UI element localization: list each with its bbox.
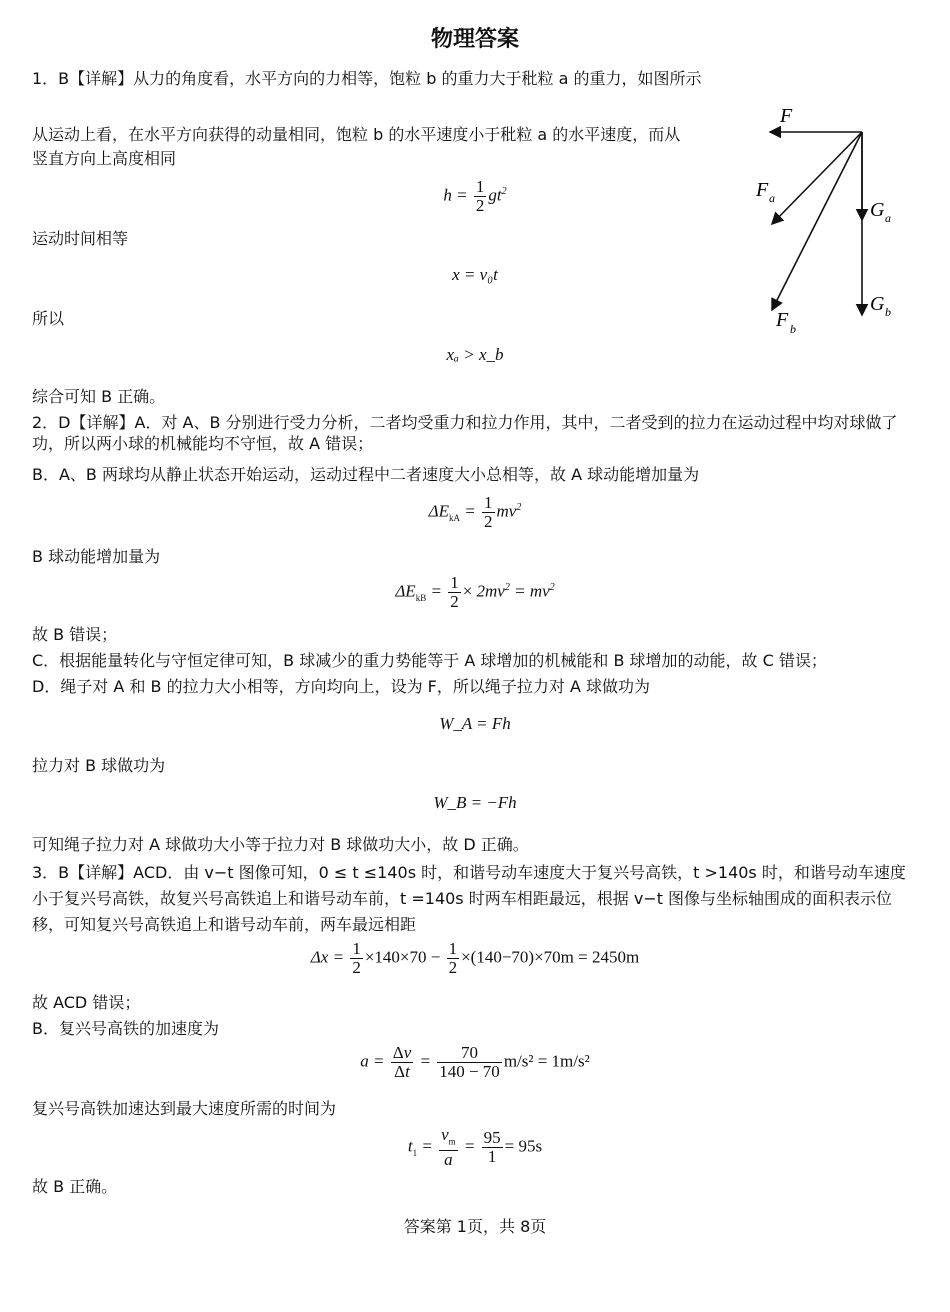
label-Ga: G [870, 199, 885, 221]
q1-header: 1．B【详解】从力的角度看，水平方向的力相等，饱粒 b 的重力大于秕粒 a 的重力，如图所示 [32, 69, 702, 88]
q3-textT: 复兴号高铁加速达到最大速度所需的时间为 [32, 1099, 337, 1118]
label-Fb: F [776, 309, 789, 331]
q2-eq-EkB: $\Delta E_{kB}$ = $\frac{1}{2}$ × $2mv^2 = mv^2$ [395, 573, 555, 611]
q1-text-so: 所以 [32, 309, 65, 328]
q1-conclusion: 综合可知 B 正确。 [32, 387, 166, 406]
q2-textWB: 拉力对 B 球做功为 [32, 756, 166, 775]
q3-eq-dx: Δx = $\frac{1}{2}$ ×140×70 − $\frac{1}{2}$ ×(140−70)×70m = 2450m [310, 939, 640, 977]
arrow-Fa [772, 132, 862, 224]
q1-eq-x: x = v₀t [452, 265, 498, 284]
q2-lineD: D．绳子对 A 和 B 的拉力大小相等，方向均向上，设为 F，所以绳子拉力对 A 球做功为 [32, 677, 650, 696]
page-footer: 答案第 1页，共 8页 [403, 1217, 547, 1236]
page-title: 物理答案 [430, 26, 519, 52]
q3-lineB: B．复兴号高铁的加速度为 [32, 1019, 219, 1038]
q2-lineC: C．根据能量转化与守恒定律可知，B 球减少的重力势能等于 A 球增加的机械能和 B 球增加的动能，故 C 错误； [32, 651, 827, 670]
label-Ga-sub: a [885, 211, 891, 225]
force-diagram [752, 100, 912, 340]
label-F: F [780, 105, 793, 127]
q1-line2: 从运动上看，在水平方向获得的动量相同，饱粒 b 的水平速度小于秕粒 a 的水平速度，而从 [32, 125, 681, 144]
q3-eq-t: $t_1$ = $\frac{v_m}{a}$ = $\frac{95}{1}$ = 95s [407, 1125, 543, 1170]
q2-conclusion: 可知绳子拉力对 A 球做功大小等于拉力对 B 球做功大小，故 D 正确。 [32, 835, 529, 854]
q2-eq-WB: W_B = −Fh [433, 793, 517, 812]
q3-eq-a: a = $\frac{\Delta v}{\Delta t}$ = $\frac{70}{140 - 70}$ m/s² = 1m/s² [360, 1043, 590, 1081]
q2-wrongB: 故 B 错误； [32, 625, 118, 644]
q3-line1: 3．B【详解】ACD．由 v−t 图像可知，0 ≤ t ≤140s 时，和谐号动车速度大于复兴号高铁，t >140s 时，和谐号动车速度小于复兴号高铁，故复兴号高铁追上和谐号动车前，t =140s 时两车相距最远，根据 v−t 图像与坐标轴围成的面积表示位移，可知复兴号高铁追上和谐号动车前，两车最远相距 [32, 863, 906, 934]
label-Fa: F [756, 179, 769, 201]
label-Gb-sub: b [885, 305, 891, 319]
q2-textB: B 球动能增加量为 [32, 547, 161, 566]
q2-eq-EkA: $\Delta E_{kA}$ = $\frac{1}{2}$ $mv^2$ [428, 493, 522, 531]
q2-line1: 2．D【详解】A．对 A、B 分别进行受力分析，二者均受重力和拉力作用，其中，二者受到的拉力在运动过程中均对球做了功，所以两小球的机械能均不守恒，故 A 错误； [32, 413, 898, 453]
q1-eq-compare: xₐ > x_b [446, 345, 504, 364]
q1-eq-h: h = $\frac{1}{2}$ $gt^2$ [443, 177, 507, 215]
q3-conclusion: 故 B 正确。 [32, 1177, 118, 1196]
q2-eq-WA: W_A = Fh [439, 714, 511, 733]
label-Fb-sub: b [790, 322, 796, 336]
q2-lineB: B．A、B 两球均从静止状态开始运动，运动过程中二者速度大小总相等，故 A 球动能增加量为 [32, 465, 700, 484]
q1-text-time: 运动时间相等 [32, 229, 129, 248]
q1-line3: 竖直方向上高度相同 [32, 149, 177, 168]
label-Fa-sub: a [769, 191, 775, 205]
arrow-Fb [772, 132, 862, 310]
label-Gb: G [870, 293, 885, 315]
q3-wrongACD: 故 ACD 错误； [32, 993, 141, 1012]
